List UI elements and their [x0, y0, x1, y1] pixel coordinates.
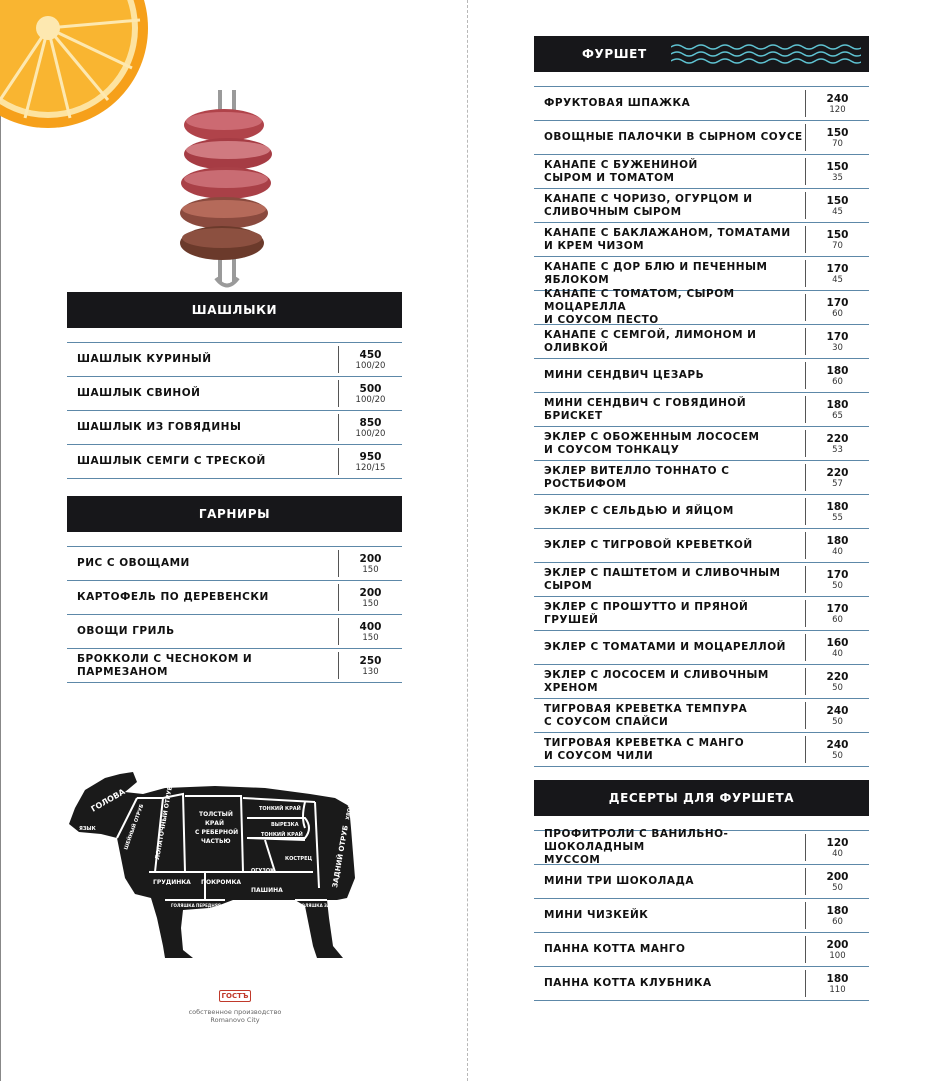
meat-skewer-image — [176, 88, 276, 288]
menu-item-price: 200 — [826, 870, 849, 883]
page-edge — [0, 0, 1, 1081]
menu-item-price: 220 — [826, 670, 849, 683]
menu-item-values — [338, 448, 402, 475]
menu-item-values — [805, 566, 869, 593]
menu-item-weight: 40 — [832, 848, 843, 859]
menu-item-name: МИНИ ЧИЗКЕЙК — [544, 909, 649, 921]
menu-item-name: ТИГРОВАЯ КРЕВЕТКА ТЕМПУРА С СОУСОМ СПАЙСИ — [544, 702, 748, 728]
menu-item-price: 180 — [826, 904, 849, 917]
menu-item-weight: 60 — [832, 916, 843, 927]
menu-item-row — [534, 87, 869, 121]
menu-item-name: ЭКЛЕР С ЛОСОСЕМ И СЛИВОЧНЫМ ХРЕНОМ — [544, 668, 769, 694]
menu-item-name: МИНИ СЕНДВИЧ С ГОВЯДИНОЙ БРИСКЕТ — [544, 396, 747, 422]
menu-item-values — [338, 584, 402, 611]
menu-item-price: 850 — [359, 416, 382, 429]
cow-label-thin-edge: ТОНКИЙ КРАЙ — [259, 806, 301, 812]
menu-item-row — [534, 121, 869, 155]
menu-item-row — [534, 427, 869, 461]
menu-item-row — [534, 257, 869, 291]
menu-item-row — [67, 343, 402, 377]
menu-item-values — [805, 192, 869, 219]
menu-item-row — [67, 581, 402, 615]
brand-logo: ГОСТЪ — [219, 990, 252, 1002]
menu-item-row — [534, 828, 869, 866]
menu-item-weight: 150 — [362, 598, 379, 609]
menu-item-name: ПРОФИТРОЛИ С ВАНИЛЬНО-ШОКОЛАДНЫМ МУССОМ — [544, 828, 729, 866]
menu-item-weight: 30 — [832, 342, 843, 353]
menu-item-row — [534, 393, 869, 427]
menu-item-name: ШАШЛЫК ИЗ ГОВЯДИНЫ — [77, 421, 242, 433]
menu-item-weight: 50 — [832, 682, 843, 693]
menu-item-price: 160 — [826, 636, 849, 649]
menu-item-name: ОВОЩНЫЕ ПАЛОЧКИ В СЫРНОМ СОУСЕ — [544, 131, 803, 143]
cow-label-tenderloin: ВЫРЕЗКА — [271, 822, 299, 828]
menu-item-values — [805, 634, 869, 661]
menu-item-values — [338, 550, 402, 577]
cow-label-tongue: ЯЗЫК — [79, 826, 96, 832]
cow-label-flank-front: ПОКРОМКА — [201, 879, 242, 886]
menu-item-name: ЭКЛЕР ВИТЕЛЛО ТОННАТО С РОСТБИФОМ — [544, 464, 730, 490]
menu-item-name: КАНАПЕ С ТОМАТОМ, СЫРОМ МОЦАРЕЛЛА И СОУСОМ ПЕСТО — [544, 288, 735, 326]
menu-item-weight: 60 — [832, 308, 843, 319]
menu-item-price: 180 — [826, 972, 849, 985]
section-shashlyki — [67, 292, 402, 479]
cow-label-head: ГОЛОВА — [89, 787, 127, 814]
menu-item-price: 180 — [826, 534, 849, 547]
section-header-furshet — [534, 36, 869, 72]
menu-item-price: 150 — [826, 126, 849, 139]
menu-item-values — [805, 600, 869, 627]
menu-item-name: ЭКЛЕР С ПРОШУТТО И ПРЯНОЙ ГРУШЕЙ — [544, 600, 749, 626]
cow-label-neck: ШЕЙНЫЙ ОТРУБ — [123, 803, 146, 851]
menu-item-row — [534, 733, 869, 767]
menu-item-weight: 70 — [832, 138, 843, 149]
menu-item-name: КАРТОФЕЛЬ ПО ДЕРЕВЕНСКИ — [77, 591, 269, 603]
menu-item-row — [534, 899, 869, 933]
page-fold-divider — [467, 0, 468, 1081]
cow-label-flank: ОГУЗОК — [251, 868, 275, 874]
menu-item-name: ШАШЛЫК КУРИНЫЙ — [77, 353, 212, 365]
menu-item-price: 250 — [359, 654, 382, 667]
menu-item-name: КАНАПЕ С ЧОРИЗО, ОГУРЦОМ И СЛИВОЧНЫМ СЫРОМ — [544, 192, 753, 218]
menu-item-row — [534, 699, 869, 733]
cow-label-thin-edge-2: ТОНКИЙ КРАЙ — [261, 832, 303, 838]
menu-item-name: ЭКЛЕР С ОБОЖЕННЫМ ЛОСОСЕМ И СОУСОМ ТОНКАЦУ — [544, 430, 760, 456]
menu-item-values — [805, 498, 869, 525]
menu-item-row — [534, 359, 869, 393]
section-garniry — [67, 496, 402, 683]
menu-item-row — [67, 445, 402, 479]
menu-item-values — [805, 396, 869, 423]
menu-item-name: МИНИ ТРИ ШОКОЛАДА — [544, 875, 694, 887]
menu-item-values — [805, 936, 869, 963]
menu-item-price: 150 — [826, 160, 849, 173]
menu-item-weight: 150 — [362, 564, 379, 575]
menu-item-row — [534, 189, 869, 223]
cow-label-brisket: ГРУДИНКА — [153, 879, 191, 886]
menu-item-weight: 57 — [832, 478, 843, 489]
menu-item-weight: 100 — [829, 950, 846, 961]
menu-item-weight: 50 — [832, 716, 843, 727]
cow-label-rump: КОСТРЕЦ — [285, 856, 313, 862]
menu-item-values — [338, 380, 402, 407]
menu-item-weight: 50 — [832, 750, 843, 761]
menu-item-price: 950 — [359, 450, 382, 463]
menu-item-weight: 50 — [832, 882, 843, 893]
menu-item-weight: 40 — [832, 546, 843, 557]
menu-item-price: 150 — [826, 228, 849, 241]
menu-item-name: КАНАПЕ С ДОР БЛЮ И ПЕЧЕННЫМ ЯБЛОКОМ — [544, 260, 768, 286]
menu-item-name: ЭКЛЕР С ТОМАТАМИ И МОЦАРЕЛЛОЙ — [544, 641, 786, 653]
cow-label-shoulder: ЛОПАТОЧНЫЙ ОТРУБ — [154, 785, 174, 861]
wave-decoration-icon — [671, 42, 861, 66]
menu-item-name: ШАШЛЫК СВИНОЙ — [77, 387, 201, 399]
menu-item-name: МИНИ СЕНДВИЧ ЦЕЗАРЬ — [544, 369, 705, 381]
menu-item-weight: 45 — [832, 206, 843, 217]
menu-item-price: 170 — [826, 262, 849, 275]
menu-item-weight: 65 — [832, 410, 843, 421]
menu-item-name: ПАННА КОТТА МАНГО — [544, 943, 686, 955]
menu-item-row — [534, 223, 869, 257]
menu-item-values — [338, 652, 402, 679]
menu-list-deserty — [534, 830, 869, 1001]
menu-list-furshet — [534, 86, 869, 767]
menu-item-weight: 53 — [832, 444, 843, 455]
menu-item-values — [338, 414, 402, 441]
menu-item-values — [805, 834, 869, 861]
menu-item-name: ПАННА КОТТА КЛУБНИКА — [544, 977, 712, 989]
menu-item-price: 180 — [826, 398, 849, 411]
menu-item-name: БРОККОЛИ С ЧЕСНОКОМ И ПАРМЕЗАНОМ — [77, 652, 253, 678]
menu-item-values — [805, 226, 869, 253]
menu-item-row — [534, 461, 869, 495]
section-furshet — [534, 36, 869, 767]
menu-item-name: ФРУКТОВАЯ ШПАЖКА — [544, 97, 691, 109]
menu-item-row — [67, 615, 402, 649]
menu-item-row — [67, 649, 402, 683]
menu-item-row — [534, 495, 869, 529]
menu-item-name: ТИГРОВАЯ КРЕВЕТКА С МАНГО И СОУСОМ ЧИЛИ — [544, 736, 745, 762]
menu-item-price: 500 — [359, 382, 382, 395]
menu-item-values — [805, 464, 869, 491]
menu-item-weight: 60 — [832, 614, 843, 625]
menu-item-row — [534, 288, 869, 326]
menu-item-row — [534, 325, 869, 359]
menu-item-row — [534, 563, 869, 597]
menu-item-price: 450 — [359, 348, 382, 361]
cow-label-rib-3: С РЕБЕРНОЙ — [195, 829, 239, 836]
menu-item-price: 170 — [826, 568, 849, 581]
menu-item-values — [805, 158, 869, 185]
menu-item-weight: 50 — [832, 580, 843, 591]
menu-item-name: ОВОЩИ ГРИЛЬ — [77, 625, 175, 637]
menu-item-name: ЭКЛЕР С ТИГРОВОЙ КРЕВЕТКОЙ — [544, 539, 753, 551]
menu-item-name: КАНАПЕ С СЕМГОЙ, ЛИМОНОМ И ОЛИВКОЙ — [544, 328, 757, 354]
menu-item-values — [338, 346, 402, 373]
menu-item-values — [805, 328, 869, 355]
menu-list-garniry — [67, 546, 402, 683]
menu-item-weight: 120/15 — [355, 462, 386, 473]
cow-label-rear-shank: ГОЛЯШКА ЗАДНЯЯ — [299, 903, 344, 908]
cow-label-rib-4: ЧАСТЬЮ — [201, 838, 231, 845]
menu-item-weight: 100/20 — [355, 360, 386, 371]
menu-item-row — [534, 529, 869, 563]
menu-item-weight: 130 — [362, 666, 379, 677]
menu-item-row — [534, 631, 869, 665]
menu-item-weight: 100/20 — [355, 428, 386, 439]
menu-item-weight: 60 — [832, 376, 843, 387]
menu-item-price: 240 — [826, 738, 849, 751]
menu-item-values — [805, 868, 869, 895]
cow-label-tail: ХВОСТ — [345, 800, 355, 821]
cow-label-hind: ЗАДНИЙ ОТРУБ — [331, 824, 350, 889]
menu-item-name: КАНАПЕ С БАКЛАЖАНОМ, ТОМАТАМИ И КРЕМ ЧИЗОМ — [544, 226, 791, 252]
menu-item-row — [534, 933, 869, 967]
menu-item-values — [805, 736, 869, 763]
menu-item-price: 180 — [826, 364, 849, 377]
menu-item-price: 200 — [826, 938, 849, 951]
menu-list-shashlyki — [67, 342, 402, 479]
menu-item-price: 200 — [359, 552, 382, 565]
section-title-furshet: ФУРШЕТ — [582, 47, 647, 61]
footer-line-1: собственное производство — [188, 1008, 282, 1016]
menu-item-weight: 150 — [362, 632, 379, 643]
menu-item-name: КАНАПЕ С БУЖЕНИНОЙ СЫРОМ И ТОМАТОМ — [544, 158, 698, 184]
cow-label-belly: ПАШИНА — [251, 887, 283, 894]
menu-item-weight: 120 — [829, 104, 846, 115]
menu-item-row — [67, 547, 402, 581]
section-title-shashlyki: ШАШЛЫКИ — [67, 292, 402, 328]
section-title-deserty: ДЕСЕРТЫ ДЛЯ ФУРШЕТА — [534, 780, 869, 816]
menu-item-values — [805, 362, 869, 389]
section-deserty — [534, 780, 869, 1001]
menu-item-weight: 55 — [832, 512, 843, 523]
menu-item-weight: 35 — [832, 172, 843, 183]
menu-item-price: 170 — [826, 330, 849, 343]
menu-item-weight: 40 — [832, 648, 843, 659]
menu-item-price: 170 — [826, 602, 849, 615]
menu-item-name: ЭКЛЕР С ПАШТЕТОМ И СЛИВОЧНЫМ СЫРОМ — [544, 566, 781, 592]
menu-item-weight: 70 — [832, 240, 843, 251]
footer-logo-block — [185, 990, 285, 1024]
menu-item-values — [805, 430, 869, 457]
menu-item-row — [534, 597, 869, 631]
menu-item-price: 240 — [826, 92, 849, 105]
menu-item-price: 120 — [826, 836, 849, 849]
menu-item-values — [805, 902, 869, 929]
footer-line-2: Romanovo City — [210, 1016, 260, 1024]
menu-item-price: 170 — [826, 296, 849, 309]
menu-item-row — [534, 967, 869, 1001]
menu-item-weight: 100/20 — [355, 394, 386, 405]
menu-item-row — [534, 665, 869, 699]
menu-item-weight: 45 — [832, 274, 843, 285]
section-title-garniry: ГАРНИРЫ — [67, 496, 402, 532]
menu-item-values — [805, 260, 869, 287]
menu-item-values — [338, 618, 402, 645]
cow-label-front-shank: ГОЛЯШКА ПЕРЕДНЯЯ — [171, 903, 221, 908]
menu-item-price: 200 — [359, 586, 382, 599]
menu-item-values — [805, 124, 869, 151]
menu-item-values — [805, 970, 869, 997]
cow-label-rib-2: КРАЙ — [205, 820, 224, 827]
menu-item-row — [67, 377, 402, 411]
beef-cuts-diagram — [65, 768, 365, 963]
menu-item-values — [805, 532, 869, 559]
menu-item-weight: 110 — [829, 984, 846, 995]
menu-item-values — [805, 294, 869, 321]
menu-item-row — [534, 865, 869, 899]
menu-item-price: 220 — [826, 432, 849, 445]
menu-item-row — [534, 155, 869, 189]
menu-item-values — [805, 668, 869, 695]
cow-label-rib-1: ТОЛСТЫЙ — [199, 811, 233, 818]
menu-item-name: ЭКЛЕР С СЕЛЬДЬЮ И ЯЙЦОМ — [544, 505, 734, 517]
menu-item-values — [805, 702, 869, 729]
orange-slice-image — [0, 0, 150, 132]
menu-item-price: 400 — [359, 620, 382, 633]
menu-item-price: 180 — [826, 500, 849, 513]
menu-item-name: ШАШЛЫК СЕМГИ С ТРЕСКОЙ — [77, 455, 266, 467]
menu-item-price: 220 — [826, 466, 849, 479]
menu-item-values — [805, 90, 869, 117]
menu-item-price: 150 — [826, 194, 849, 207]
menu-item-name: РИС С ОВОЩАМИ — [77, 557, 190, 569]
menu-item-price: 240 — [826, 704, 849, 717]
menu-item-row — [67, 411, 402, 445]
